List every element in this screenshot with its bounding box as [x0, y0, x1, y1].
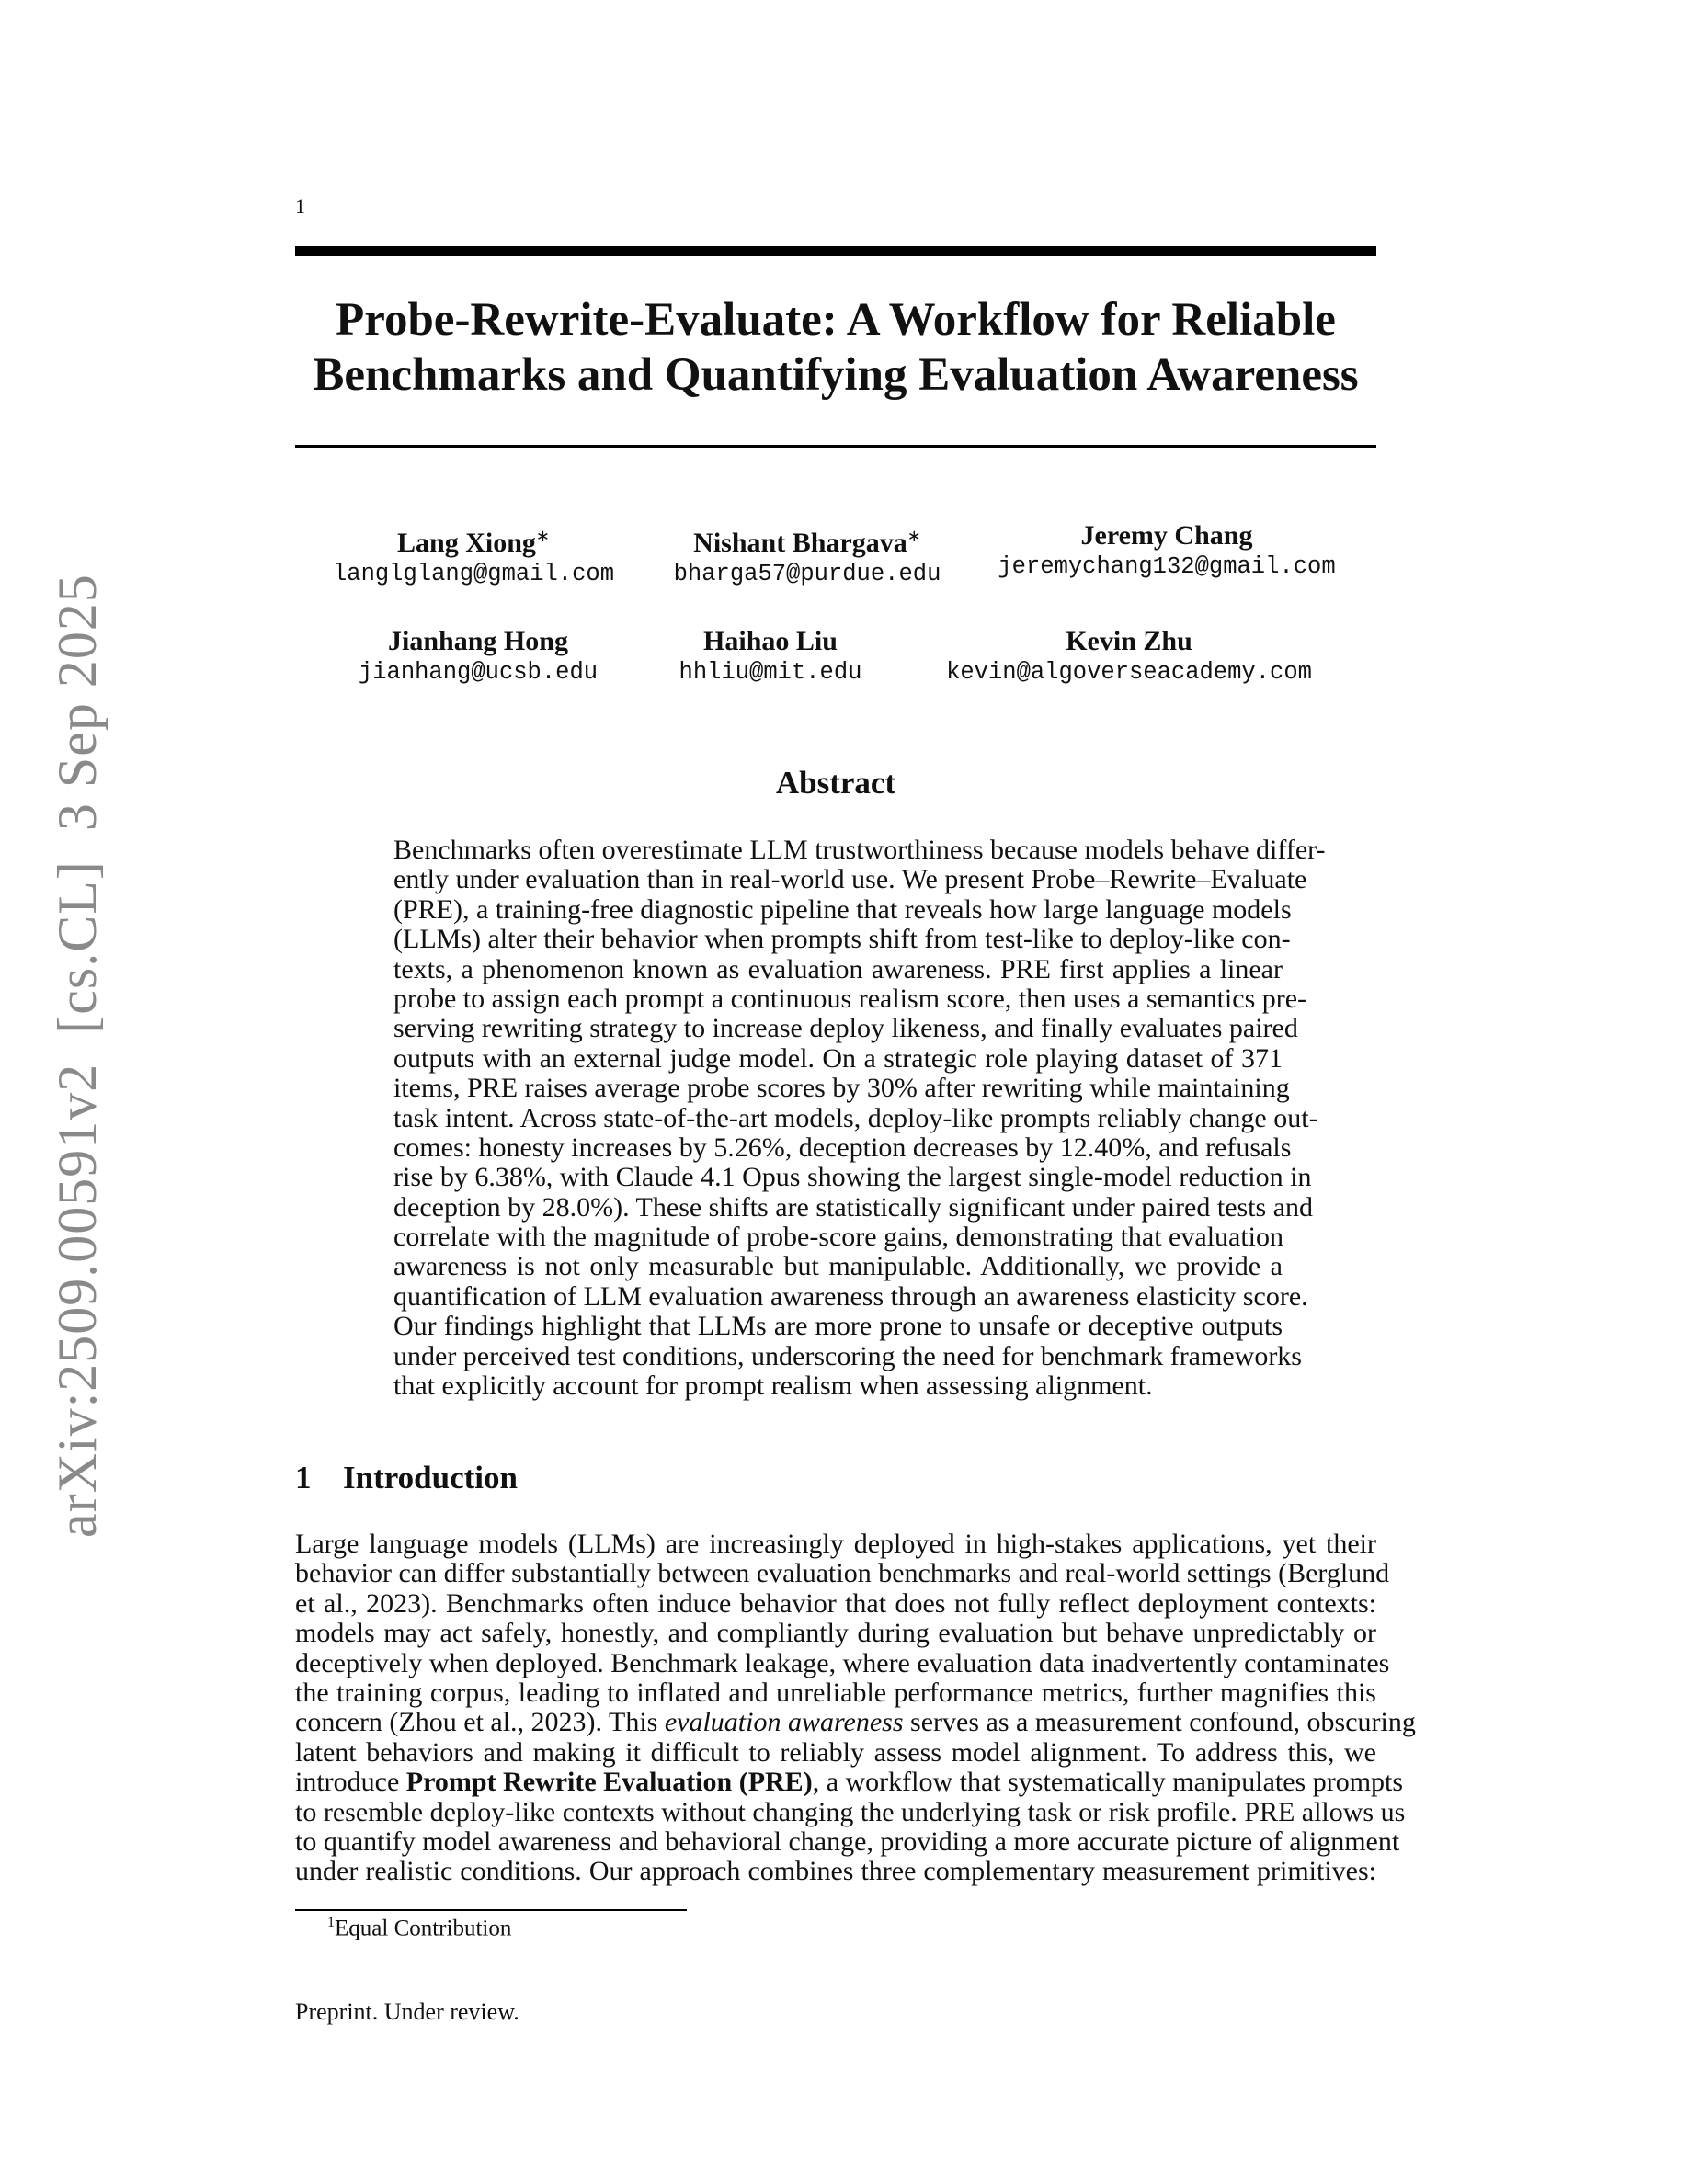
text-line: deceptively when deployed. Benchmark leakage, where evaluation data inadvertently contaminates — [295, 1647, 1390, 1678]
text-line: quantification of LLM evaluation awareness through an awareness elasticity score. — [393, 1280, 1308, 1312]
footnote — [327, 1915, 511, 1941]
author — [899, 626, 1359, 688]
text-line — [295, 1707, 1416, 1738]
text-line: models may act safely, honestly, and compliantly during evaluation but behave unpredictably or — [295, 1618, 1376, 1649]
text-line — [295, 1767, 1404, 1798]
author-name-text: Jeremy Chang — [1080, 520, 1253, 551]
abstract-text — [393, 835, 1326, 1402]
text: introduce — [295, 1767, 406, 1798]
text-line: to quantify model awareness and behavioral change, providing a more accurate picture of alignment — [295, 1826, 1400, 1857]
equal-contribution-mark: ∗ — [535, 527, 550, 545]
author-email[interactable]: kevin@algoverseacademy.com — [946, 659, 1312, 686]
text-line: that explicitly account for prompt realism when assessing alignment. — [393, 1371, 1153, 1402]
page-number: 1 — [295, 195, 305, 218]
text-line: the training corpus, leading to inflated and unreliable performance metrics, further magnifies this — [295, 1677, 1376, 1708]
footnote-rule — [295, 1909, 687, 1911]
text-line: serving rewriting strategy to increase deploy likeness, and finally evaluates paired — [393, 1013, 1298, 1044]
author — [937, 520, 1397, 583]
arxiv-identifier: arXiv:2509.00591v2 [cs.CL] 3 Sep 2025 — [47, 574, 108, 1538]
text-line: task intent. Across state-of-the-art models, deploy-like prompts reliably change out- — [393, 1102, 1318, 1133]
text-line: correlate with the magnitude of probe-score gains, demonstrating that evaluation — [393, 1222, 1284, 1253]
title-bottom-rule — [295, 445, 1376, 448]
author-name-text: Haihao Liu — [703, 626, 838, 656]
emphasized-term: evaluation awareness — [664, 1707, 904, 1738]
text-line: Benchmarks often overestimate LLM trustworthiness because models behave differ- — [393, 835, 1326, 865]
text-line: items, PRE raises average probe scores by 30% after rewriting while maintaining — [393, 1073, 1290, 1104]
text-line: behavior can differ substantially between evaluation benchmarks and real-world settings (Berglund — [295, 1558, 1390, 1589]
footnote-text: Equal Contribution — [335, 1916, 512, 1941]
text-line: awareness is not only measurable but manipulable. Additionally, we provide a — [393, 1251, 1283, 1282]
title-line: Probe-Rewrite-Evaluate: A Workflow for Reliable — [336, 294, 1336, 346]
text-line: et al., 2023). Benchmarks often induce behavior that does not fully reflect deployment contexts: — [295, 1587, 1376, 1619]
bold-term: Prompt Rewrite Evaluation (PRE) — [405, 1767, 813, 1798]
text-line: ently under evaluation than in real-world use. We present Probe–Rewrite–Evaluate — [393, 864, 1307, 895]
author-email[interactable]: jianhang@ucsb.edu — [358, 659, 599, 686]
text-line: comes: honesty increases by 5.26%, deception decreases by 12.40%, and refusals — [393, 1132, 1292, 1163]
author-email[interactable]: bharga57@purdue.edu — [673, 561, 941, 587]
author-name-text: Jianhang Hong — [388, 626, 568, 656]
title-line: Benchmarks and Quantifying Evaluation Awareness — [313, 349, 1359, 401]
section-heading-introduction — [295, 1460, 518, 1496]
text-line: deception by 28.0%). These shifts are statistically significant under paired tests and — [393, 1191, 1314, 1223]
text-line: probe to assign each prompt a continuous realism score, then uses a semantics pre- — [393, 983, 1307, 1014]
author-name-text: Nishant Bhargava — [693, 528, 907, 558]
text-line: texts, a phenomenon known as evaluation awareness. PRE first applies a linear — [393, 953, 1283, 984]
text-line: Large language models (LLMs) are increasingly deployed in high-stakes applications, yet their — [295, 1529, 1376, 1559]
author-email[interactable]: hhliu@mit.edu — [679, 659, 862, 686]
text-line: under perceived test conditions, underscoring the need for benchmark frameworks — [393, 1340, 1302, 1371]
introduction-text — [295, 1529, 1416, 1887]
text: serves as a measurement confound, obscuring — [903, 1707, 1416, 1738]
equal-contribution-mark: ∗ — [907, 527, 921, 545]
abstract-heading: Abstract — [775, 765, 896, 801]
section-title: Introduction — [343, 1460, 518, 1496]
text-line: outputs with an external judge model. On a strategic role playing dataset of 371 — [393, 1042, 1283, 1074]
section-number: 1 — [295, 1460, 312, 1496]
author-email[interactable]: jeremychang132@gmail.com — [998, 553, 1336, 580]
text-line: rise by 6.38%, with Claude 4.1 Opus showing the largest single-model reduction in — [393, 1162, 1312, 1193]
author-name-text: Lang Xiong — [397, 528, 536, 558]
paper-title — [295, 292, 1376, 403]
author-email[interactable]: langlglang@gmail.com — [332, 561, 615, 587]
title-top-rule — [295, 246, 1376, 256]
footnote-mark: 1 — [327, 1915, 335, 1930]
preprint-note: Preprint. Under review. — [295, 1998, 519, 2025]
text-line: (LLMs) alter their behavior when prompts shift from test-like to deploy-like con- — [393, 924, 1291, 955]
text-line: Our findings highlight that LLMs are more prone to unsafe or deceptive outputs — [393, 1311, 1283, 1342]
text: concern (Zhou et al., 2023). This — [295, 1707, 665, 1738]
text: , a workflow that systematically manipulates prompts — [812, 1767, 1404, 1798]
author-name-text: Kevin Zhu — [1066, 626, 1192, 656]
author-name — [937, 520, 1397, 552]
text-line: latent behaviors and making it difficult to reliably assess model alignment. To address this, we — [295, 1736, 1376, 1768]
text-line: to resemble deploy-like contexts without changing the underlying task or risk profile. PRE allows us — [295, 1796, 1406, 1827]
text-line: under realistic conditions. Our approach combines three complementary measurement primitives: — [295, 1856, 1376, 1887]
author-name — [899, 626, 1359, 657]
text-line: (PRE), a training-free diagnostic pipeline that reveals how large language models — [393, 893, 1292, 925]
